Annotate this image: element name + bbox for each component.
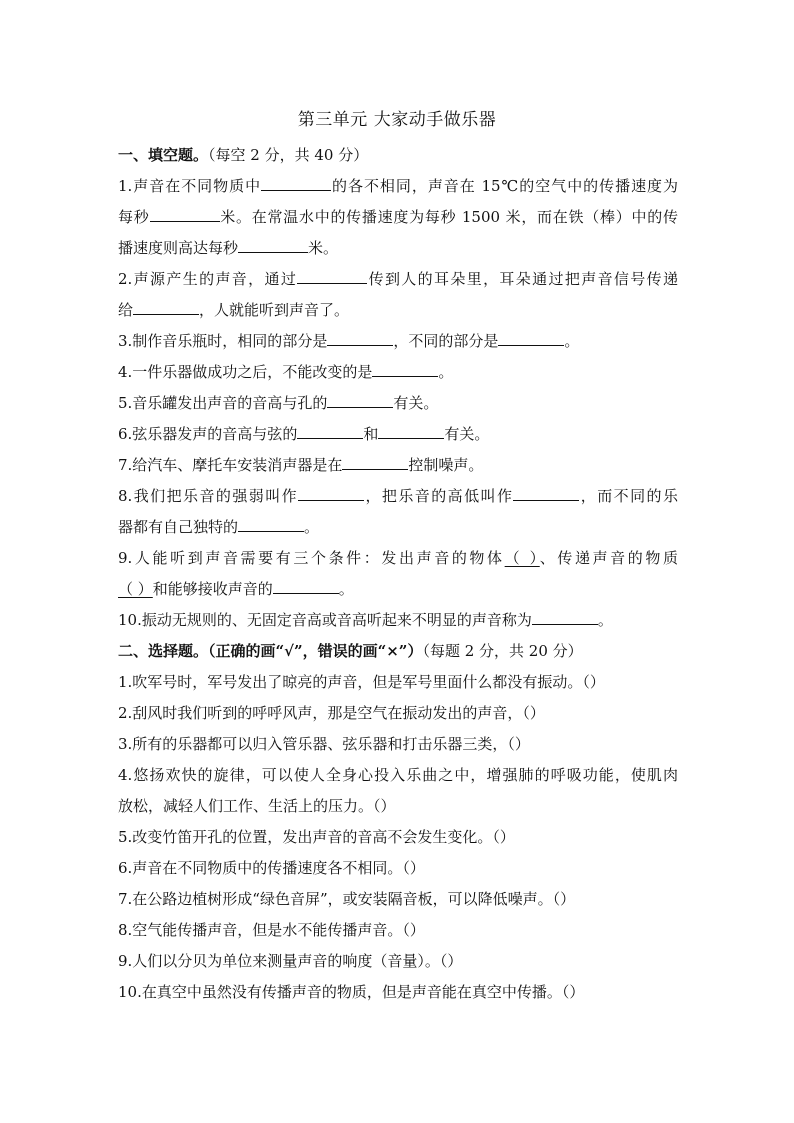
question-text: 。 bbox=[597, 611, 613, 629]
question-text: 。 bbox=[564, 332, 580, 350]
question-line bbox=[118, 388, 678, 419]
question-text: 5.改变竹笛开孔的位置，发出声音的音高不会发生变化。（） bbox=[118, 828, 515, 846]
question-line bbox=[118, 450, 678, 481]
question-line bbox=[118, 667, 678, 698]
question-line bbox=[118, 264, 678, 295]
question-line bbox=[118, 233, 678, 264]
question-text: 2.声源产生的声音，通过 bbox=[118, 270, 298, 288]
question-text: 每秒 bbox=[118, 208, 150, 226]
question-line bbox=[118, 543, 678, 574]
question-text: ，不同的部分是 bbox=[393, 332, 499, 350]
answer-blank[interactable] bbox=[372, 361, 438, 377]
question-line bbox=[118, 171, 678, 202]
question-text: 。 bbox=[338, 580, 354, 598]
question-text: 和能够接收声音的 bbox=[152, 580, 273, 598]
answer-blank[interactable] bbox=[513, 485, 579, 501]
question-line bbox=[118, 512, 678, 543]
answer-blank[interactable] bbox=[273, 578, 339, 594]
question-line bbox=[118, 698, 678, 729]
answer-blank[interactable] bbox=[342, 454, 408, 470]
question-line bbox=[118, 419, 678, 450]
question-line bbox=[118, 946, 678, 977]
question-line bbox=[118, 977, 678, 1008]
question-text: 2.刮风时我们听到的呼呼风声，那是空气在振动发出的声音，（） bbox=[118, 704, 545, 722]
question-text: 8.空气能传播声音，但是水不能传播声音。（） bbox=[118, 921, 425, 939]
question-text: 和 bbox=[363, 425, 379, 443]
answer-blank[interactable] bbox=[297, 423, 363, 439]
section-heading-fill-in bbox=[118, 140, 678, 171]
question-text: 器都有自己独特的 bbox=[118, 518, 239, 536]
question-line bbox=[118, 884, 678, 915]
question-text: 3.制作音乐瓶时，相同的部分是 bbox=[118, 332, 328, 350]
section-heading-text: 一、填空题。 bbox=[118, 146, 209, 164]
answer-blank[interactable] bbox=[238, 516, 304, 532]
question-text: 米。在常温水中的传播速度为每秒 1500 米，而在铁（棒）中的传 bbox=[219, 208, 678, 226]
question-text: 播速度则高达每秒 bbox=[118, 239, 239, 257]
question-text: 1.吹军号时，军号发出了晾亮的声音，但是军号里面什么都没有振动。（） bbox=[118, 673, 605, 691]
question-line bbox=[118, 822, 678, 853]
question-line bbox=[118, 791, 678, 822]
section-heading-true-false bbox=[118, 636, 678, 667]
question-text: 的各不相同，声音在 15℃的空气中的传播速度为 bbox=[331, 177, 679, 195]
answer-blank[interactable] bbox=[498, 330, 564, 346]
question-line bbox=[118, 295, 678, 326]
question-text: 5.音乐罐发出声音的音高与孔的 bbox=[118, 394, 328, 412]
answer-blank[interactable] bbox=[297, 268, 367, 284]
page-title: 第三单元 大家动手做乐器 bbox=[297, 110, 497, 130]
section-score-note: （每空 2 分，共 40 分） bbox=[208, 146, 369, 164]
question-text: 7.在公路边植树形成“绿色音屏”，或安装隔音板，可以降低噪声。（） bbox=[118, 890, 576, 908]
question-text: 4.一件乐器做成功之后，不能改变的是 bbox=[118, 363, 373, 381]
question-text: 1.声音在不同物质中 bbox=[118, 177, 262, 195]
question-line bbox=[118, 326, 678, 357]
question-text: 9.人们以分贝为单位来测量声音的响度（音量）。（） bbox=[118, 952, 463, 970]
question-line bbox=[118, 853, 678, 884]
question-text: 10.在真空中虽然没有传播声音的物质，但是声音能在真空中传播。（） bbox=[118, 983, 585, 1001]
question-text: 、传递声音的物质 bbox=[539, 549, 678, 567]
question-line bbox=[118, 202, 678, 233]
question-text: 8.我们把乐音的强弱叫作 bbox=[118, 487, 299, 505]
question-text: 。 bbox=[438, 363, 454, 381]
worksheet-body bbox=[118, 140, 678, 1008]
question-text: ，把乐音的高低叫作 bbox=[364, 487, 514, 505]
answer-blank[interactable] bbox=[261, 175, 331, 191]
question-text: 传到人的耳朵里，耳朵通过把声音信号传递 bbox=[367, 270, 678, 288]
answer-blank[interactable] bbox=[327, 330, 393, 346]
question-line bbox=[118, 915, 678, 946]
answer-blank[interactable] bbox=[238, 237, 308, 253]
section-heading-text: 二、选择题。（正确的画“√”，错误的画“×”） bbox=[118, 642, 423, 660]
question-text: 6.声音在不同物质中的传播速度各不相同。（） bbox=[118, 859, 425, 877]
question-text: 给 bbox=[118, 301, 134, 319]
answer-blank[interactable] bbox=[327, 392, 393, 408]
answer-blank[interactable] bbox=[298, 485, 364, 501]
question-text: 米。 bbox=[308, 239, 339, 257]
section-score-note: （每题 2 分，共 20 分） bbox=[422, 642, 583, 660]
question-text: ，而不同的乐 bbox=[579, 487, 678, 505]
question-line bbox=[118, 481, 678, 512]
question-text: 。 bbox=[304, 518, 320, 536]
question-text: 控制噪声。 bbox=[408, 456, 484, 474]
question-line bbox=[118, 729, 678, 760]
question-text: 6.弦乐器发声的音高与弦的 bbox=[118, 425, 298, 443]
question-text: 9.人能听到声音需要有三个条件：发出声音的物体 bbox=[118, 549, 505, 567]
answer-blank[interactable] bbox=[133, 299, 199, 315]
question-text: 10.振动无规则的、无固定音高或音高听起来不明显的声音称为 bbox=[118, 611, 532, 629]
question-text: 4.悠扬欢快的旋律，可以使人全身心投入乐曲之中，增强肺的呼吸功能，使肌肉 bbox=[118, 766, 678, 784]
question-line bbox=[118, 760, 678, 791]
question-line bbox=[118, 605, 678, 636]
question-line bbox=[118, 574, 678, 605]
answer-blank[interactable] bbox=[378, 423, 444, 439]
question-text: ，人就能听到声音了。 bbox=[199, 301, 350, 319]
question-text: 有关。 bbox=[393, 394, 439, 412]
answer-blank[interactable] bbox=[150, 206, 220, 222]
question-text: 有关。 bbox=[444, 425, 490, 443]
answer-paren-blank[interactable]: （ ） bbox=[118, 580, 153, 598]
question-text: 7.给汽车、摩托车安装消声器是在 bbox=[118, 456, 343, 474]
answer-paren-blank[interactable]: （ ） bbox=[504, 549, 540, 567]
question-line bbox=[118, 357, 678, 388]
question-text: 放松，减轻人们工作、生活上的压力。（） bbox=[118, 797, 396, 815]
question-text: 3.所有的乐器都可以归入管乐器、弦乐器和打击乐器三类，（） bbox=[118, 735, 530, 753]
answer-blank[interactable] bbox=[532, 609, 598, 625]
